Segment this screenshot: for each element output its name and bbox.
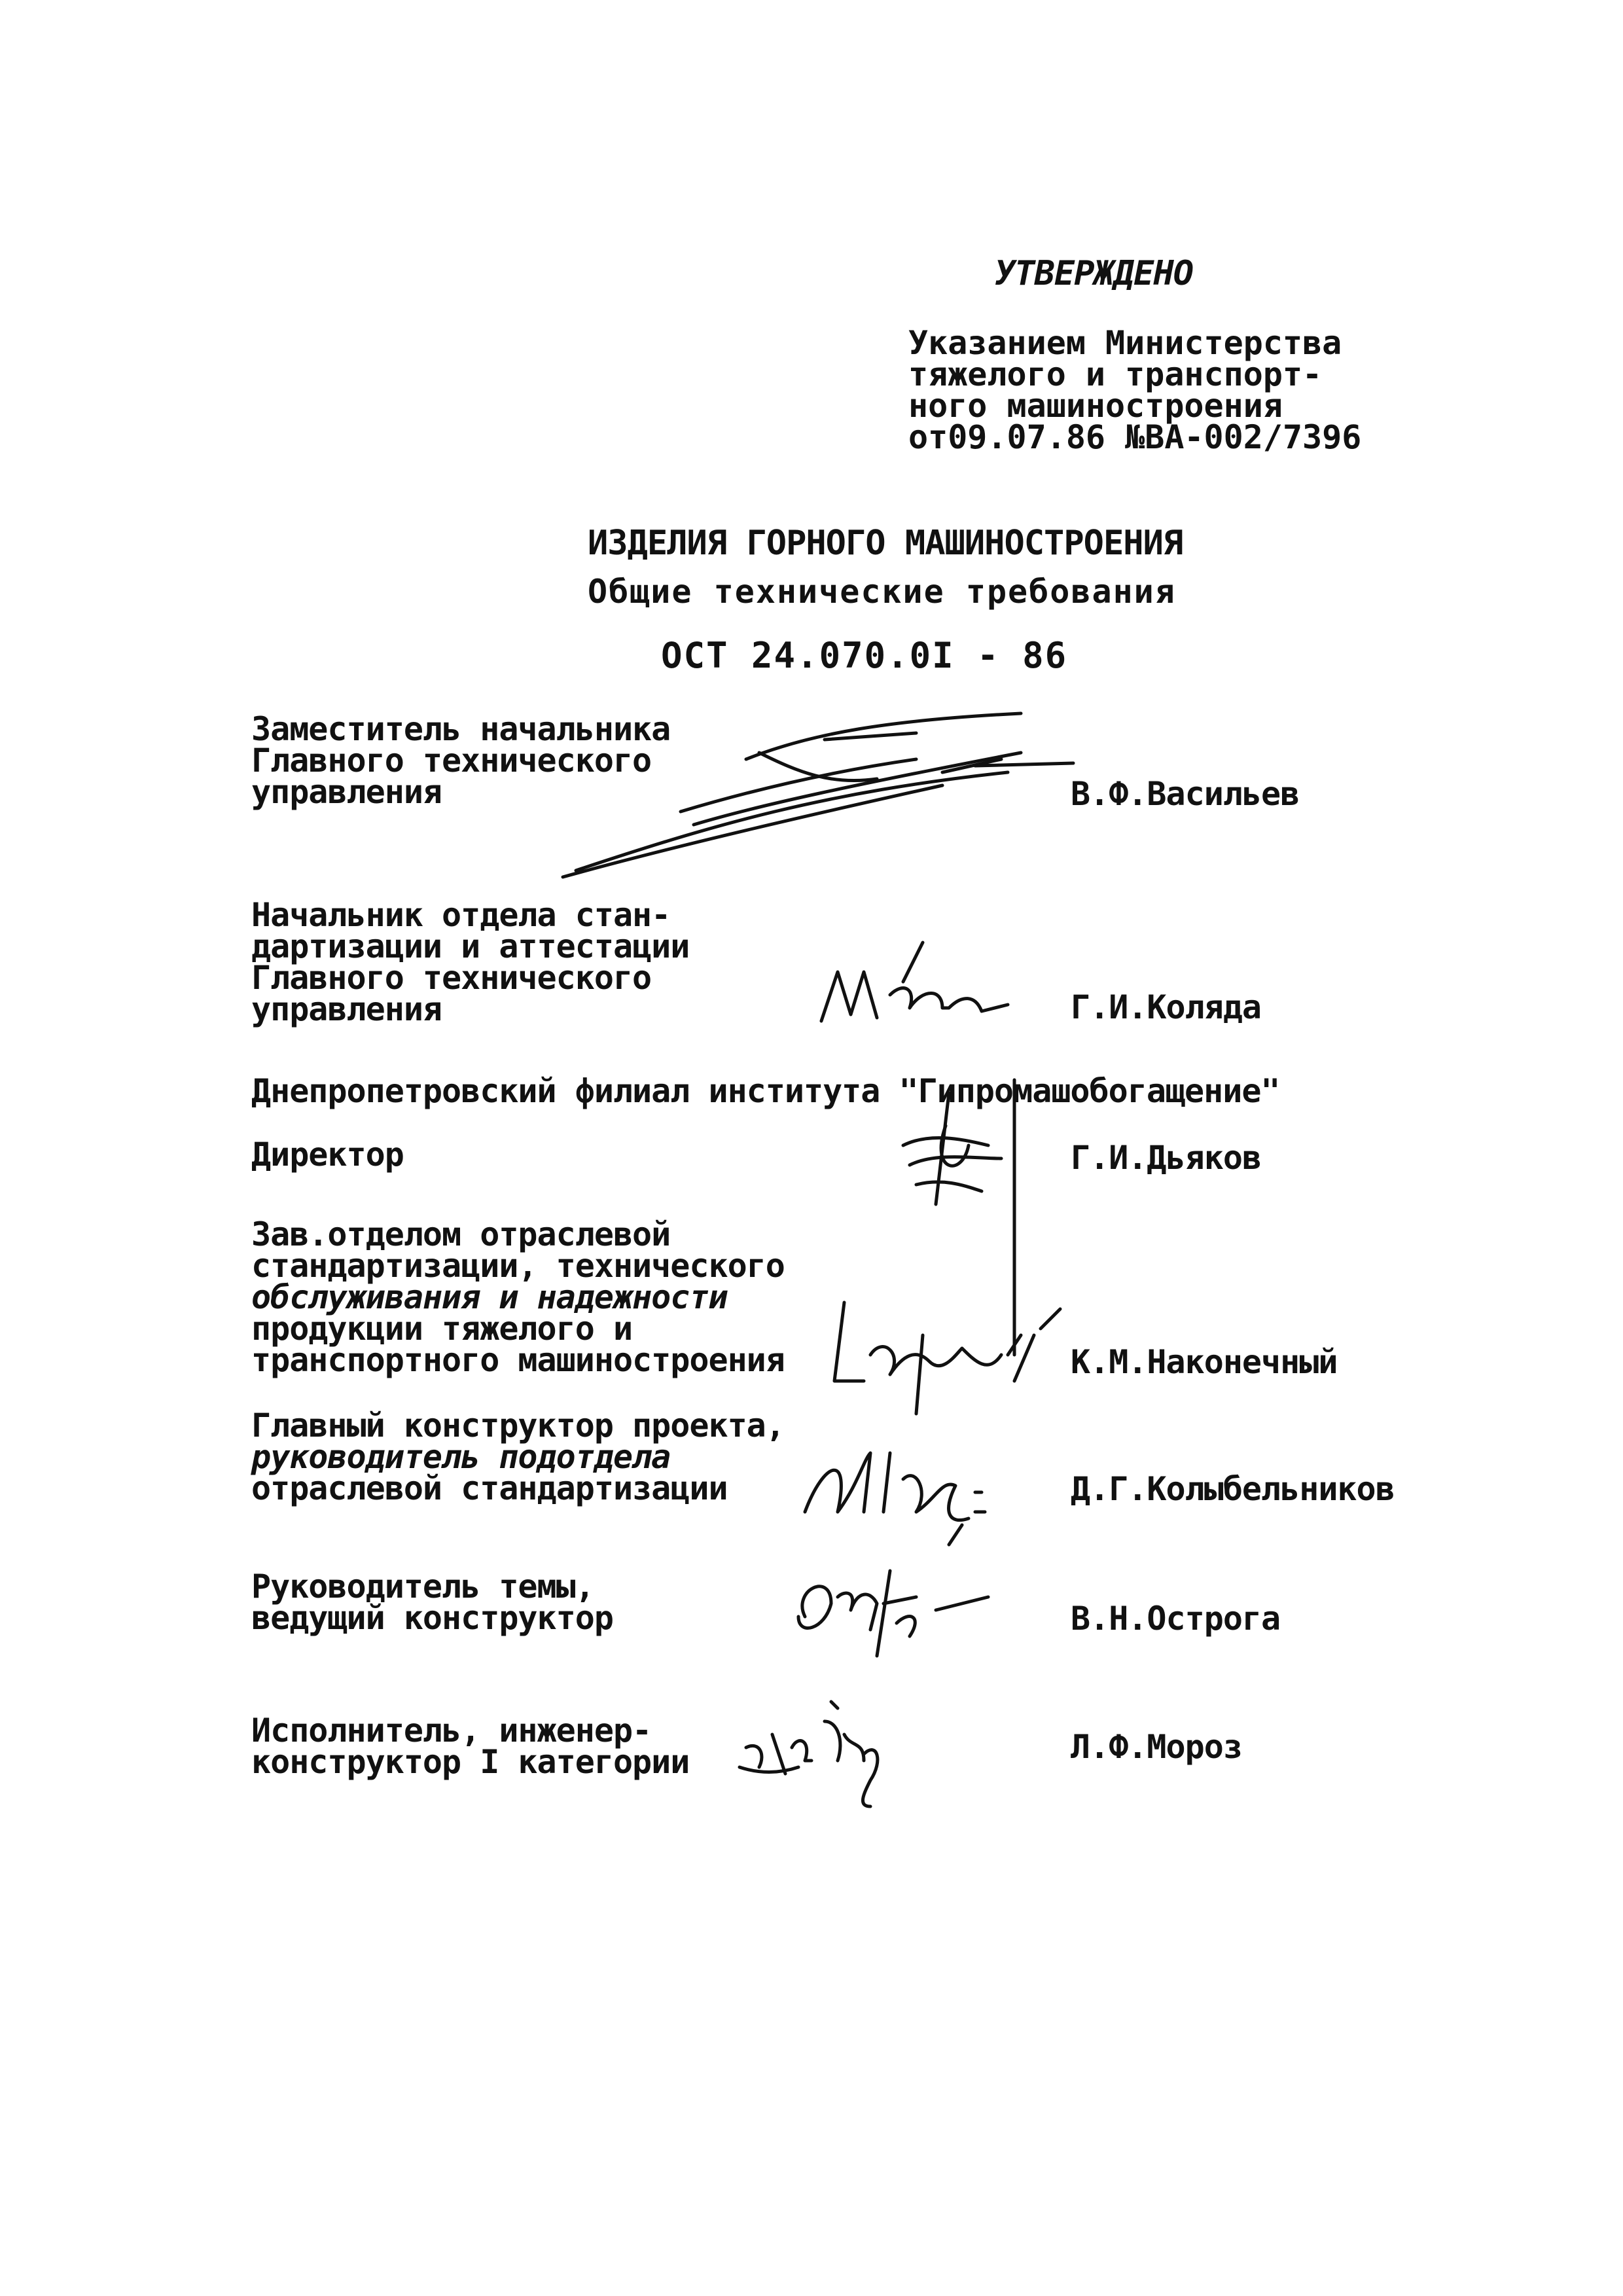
signatory-name: Г.И.Дьяков [1071, 1139, 1262, 1177]
position-line: ведущий конструктор [251, 1599, 613, 1637]
position-line: транспортного машиностроения [251, 1341, 785, 1379]
position-line: Главного технического [251, 742, 652, 780]
approval-date-number: от09.07.86 №ВА-002/7396 [908, 418, 1362, 456]
document-subtitle: Общие технические требования [588, 573, 1176, 611]
position-line: Зав.отделом отраслевой [251, 1215, 671, 1253]
position-line: Исполнитель, инженер- [251, 1712, 652, 1749]
position-line: Директор [251, 1136, 404, 1174]
position-line: Заместитель начальника [251, 710, 671, 748]
signatory-name: В.Ф.Васильев [1071, 775, 1300, 813]
position-line: Начальник отдела стан- [251, 896, 671, 934]
approval-title: УТВЕРЖДЕНО [995, 254, 1194, 293]
signatory-position [251, 1136, 404, 1174]
document-code: ОСТ 24.070.0I - 86 [661, 635, 1068, 676]
approval-line: тяжелого и транспорт- [908, 355, 1323, 393]
position-line: Главного технического [251, 959, 652, 997]
handwritten-signature [733, 1695, 929, 1813]
document-title: ИЗДЕЛИЯ ГОРНОГО МАШИНОСТРОЕНИЯ [588, 524, 1183, 563]
signatory-name: Д.Г.Колыбельников [1071, 1470, 1395, 1508]
position-line: конструктор I категории [251, 1743, 690, 1781]
position-line: продукции тяжелого и [251, 1310, 633, 1348]
position-line: управления [251, 773, 442, 811]
approval-block [908, 324, 1362, 456]
signatory-position [251, 896, 690, 1028]
signatory-position [251, 1712, 690, 1781]
signatory-position [251, 1407, 785, 1507]
handwritten-signature [890, 1086, 1008, 1217]
approval-line: Указанием Министерства [908, 324, 1342, 362]
handwritten-signature [785, 1564, 995, 1662]
position-line: управления [251, 990, 442, 1028]
position-line: обслуживания и надежности [251, 1278, 728, 1316]
signatory-name: Л.Ф.Мороз [1071, 1728, 1242, 1766]
position-line: отраслевой стандартизации [251, 1469, 728, 1507]
signatory-name: Г.И.Коляда [1071, 988, 1262, 1026]
position-line: Руководитель темы, [251, 1568, 594, 1605]
signatory-position [251, 1215, 785, 1379]
position-line: дартизации и аттестации [251, 927, 690, 965]
handwritten-signature [825, 1283, 1060, 1420]
signatory-name: В.Н.Острога [1071, 1600, 1281, 1638]
signatory-position [251, 1568, 613, 1637]
position-line: Главный конструктор проекта, [251, 1407, 785, 1444]
organization-name: Днепропетровский филиал института "Гипромашобогащение" [251, 1072, 1280, 1110]
position-line: руководитель подотдела [251, 1438, 671, 1476]
handwritten-signature [798, 1440, 995, 1545]
position-line: стандартизации, технического [251, 1247, 785, 1285]
handwritten-signature [550, 713, 1073, 884]
handwritten-signature [812, 942, 1008, 1028]
signatory-name: К.М.Наконечный [1071, 1343, 1338, 1381]
approval-line: ного машиностроения [908, 387, 1283, 425]
